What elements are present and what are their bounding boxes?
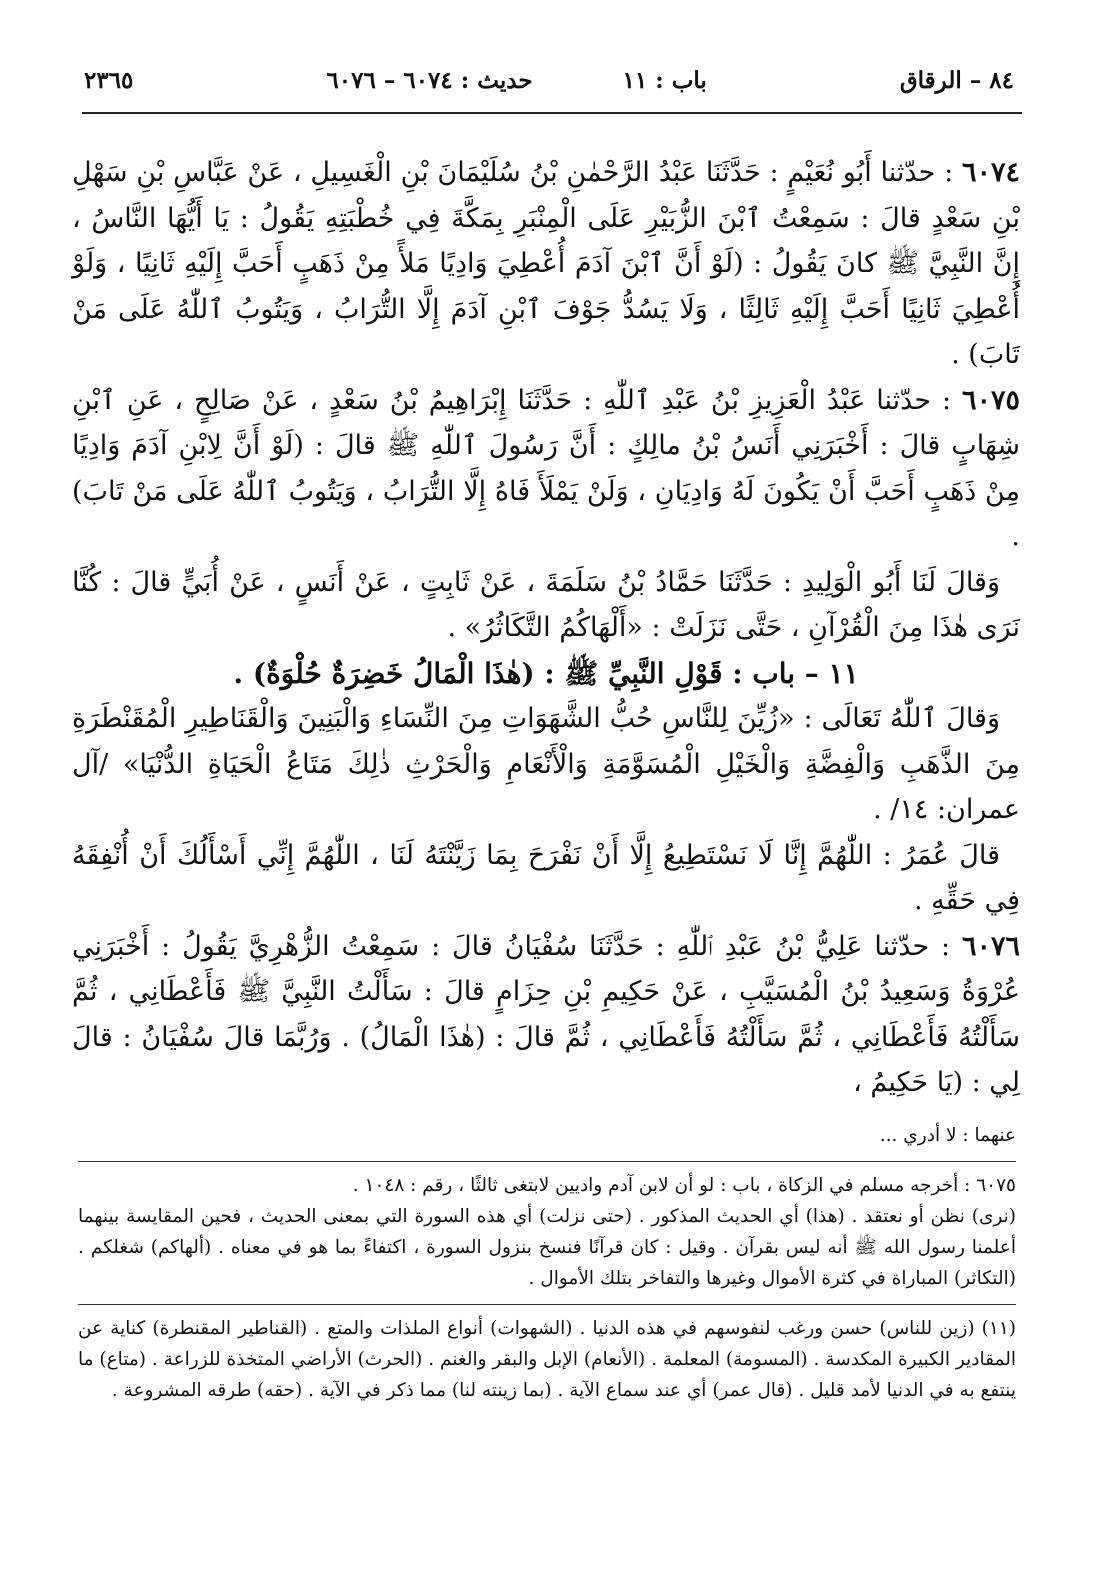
chapter-heading: ١١ – باب : قَوْلِ النَّبِيِّ ﷺ : (هٰذَا الْمَالُ خَضِرَةٌ حُلْوَةٌ) .: [233, 656, 859, 690]
hadith-text: : حدّثنا أَبُو نُعَيْمٍ : حَدَّثَنَا عَبْدُ الرَّحْمٰنِ بْنُ سُلَيْمَانَ بْنِ الْغَسِيلِ ، عَنْ عَبَّاسِ بْنِ سَهْلِ بْنِ سَعْدٍ قالَ : سَمِعْتُ ٱبْنَ الزُّبَيْرِ عَلَى الْمِنْبَرِ بِمَكَّةَ فِي خُطْبَتِهِ يَقُولُ : يَا أَيُّهَا النَّاسُ ، إِنَّ النَّبِيَّ ﷺ كانَ يَقُولُ : (لَوْ أَنَّ ٱبْنَ آدَمَ أُعْطِيَ وَادِيًا مَلأً مِنْ ذَهَبٍ أَحَبَّ إِلَيْهِ ثَانِيًا ، وَلَوْ أُعْطِيَ ثَانِيًا أَحَبَّ إِلَيْهِ ثَالِثًا ، وَلَا يَسُدُّ جَوْفَ ٱبْنِ آدَمَ إِلَّا التُّرَابُ ، وَيَتُوبُ ٱللّٰهُ عَلَى مَنْ تَابَ) .: [72, 157, 1020, 370]
hadith-number: ٦٠٧٥: [961, 384, 1020, 416]
hadith-text: : حدّثنا عَبْدُ الْعَزِيزِ بْنُ عَبْدِ ٱللّٰهِ : حَدَّثَنَا إِبْرَاهِيمُ بْنُ سَعْدٍ ، عَنْ صَالِحٍ ، عَنِ ٱبْنِ شِهَابٍ قالَ : أَخْبَرَنِي أَنَسُ بْنُ مالِكٍ : أَنَّ رَسُولَ ٱللّٰهِ ﷺ قالَ : (لَوْ أَنَّ لِابْنِ آدَمَ وَادِيًا مِنْ ذَهَبٍ أَحَبَّ أَنْ يَكُونَ لَهُ وَادِيَانِ ، وَلَنْ يَمْلَأَ فَاهُ إِلَّا التُّرَابُ ، وَيَتُوبُ ٱللّٰهُ عَلَى مَنْ تَابَ) .: [72, 384, 1020, 552]
header-middle: [326, 67, 706, 94]
hadith-6076: [72, 924, 1020, 1106]
running-header: [84, 58, 1014, 102]
hadith-6074: [72, 150, 1020, 378]
hadith-6075-addendum: وَقالَ لَنَا أَبُو الْوَلِيدِ : حَدَّثَنَا حَمَّادُ بْنُ سَلَمَةَ ، عَنْ ثَابِتٍ ، عَنْ أَنَسٍ ، عَنْ أُبَيٍّ قالَ : كُنَّا نَرَى هٰذَا مِنَ الْقُرْآنِ ، حَتَّى نَزَلَتْ : «أَلْهَاكُمُ التَّكَاثُرُ» .: [72, 566, 1020, 643]
bab-label: باب : ١١: [622, 66, 707, 94]
chapter-title: ٨٤ – الرقاق: [899, 66, 1014, 94]
footnote-carryover: عنهما : لا أدري ...: [879, 1125, 1016, 1146]
main-text: [72, 150, 1020, 1106]
footnote-divider: [78, 1161, 1016, 1162]
footnote-6075: ٦٠٧٥ : أخرجه مسلم في الزكاة ، باب : لو أن لابن آدم واديين لابتغى ثالثًا ، رقم : ١٠٤٨ .: [352, 1175, 1016, 1196]
page-number: ٢٣٦٥: [84, 66, 134, 94]
hadith-text: : حدّثنا عَلِيُّ بْنُ عَبْدِ ٱللّٰهِ : حَدَّثَنَا سُفْيَانُ قالَ : سَمِعْتُ الزُّهْرِيَّ يَقُولُ : أَخْبَرَنِي عُرْوَةُ وَسَعِيدُ بْنُ الْمُسَيَّبِ ، عَنْ حَكِيمِ بْنِ حِزَامٍ قالَ : سَأَلْتُ النَّبِيَّ ﷺ فَأَعْطَانِي ، ثُمَّ سَأَلْتُهُ فَأَعْطَانِي ، ثُمَّ سَأَلْتُهُ فَأَعْطَانِي ، ثُمَّ قالَ : (هٰذَا الْمَالُ) . وَرُبَّمَا قالَ سُفْيَانُ : قالَ لِي : (يَا حَكِيمُ ،: [72, 930, 1020, 1098]
footnotes: [78, 1120, 1016, 1406]
chapter-verse: وَقالَ ٱللّٰهُ تَعَالَى : «زُيِّنَ لِلنَّاسِ حُبُّ الشَّهَوَاتِ مِنَ النِّسَاءِ وَالْبَنِينَ وَالْقَنَاطِيرِ الْمُقَنْطَرَةِ مِنَ الذَّهَبِ وَالْفِضَّةِ وَالْخَيْلِ الْمُسَوَّمَةِ وَالْأَنْعَامِ وَالْحَرْثِ ذٰلِكَ مَتَاعُ الْحَيَاةِ الدُّنْيَا» /آل عمران: ١٤/ .: [72, 703, 1020, 825]
hadith-number: ٦٠٧٤: [961, 157, 1020, 188]
header-divider: [82, 112, 1022, 114]
footnote-11: (١١) (زين للناس) حسن ورغب لنفوسهم في هذه الدنيا . (الشهوات) أنواع الملذات والمتع . (القناطير المقنطرة) كناية عن المقادير الكبيرة المكدسة . (المسومة) المعلمة . (الأنعام) الإبل والبقر والغنم . (الحرث) الأراضي المتخذة للزراعة . (متاع) ما ينتفع به في الدنيا لأمد قليل . (قال عمر) أي عند سماع الآية . (بما زينته لنا) مما ذكر في الآية . (حقه) طرقه المشروعة .: [78, 1318, 1016, 1401]
hadith-range: حديث : ٦٠٧٤ – ٦٠٧٦: [326, 66, 533, 94]
chapter-umar-quote: قالَ عُمَرُ : اللّٰهُمَّ إِنَّا لَا نَسْتَطِيعُ إِلَّا أَنْ نَفْرَحَ بِمَا زَيَّنْتَهُ لَنَا ، اللّٰهُمَّ إِنِّي أَسْأَلُكَ أَنْ أُنْفِقَهُ فِي حَقِّهِ .: [72, 839, 1020, 916]
hadith-number: ٦٠٧٦: [961, 930, 1020, 962]
hadith-6075: [72, 378, 1020, 560]
footnote-divider: [78, 1304, 1016, 1305]
footnote-6075-notes: (نرى) نظن أو نعتقد . (هذا) أي الحديث المذكور . (حتى نزلت) أي هذه السورة التي بمعنى الحديث ، فحين المقايسة بينهما أعلمنا رسول الله ﷺ أنه ليس بقرآن . وقيل : كان قرآنًا فنسخ بنزول السورة ، اكتفاءً بما هو في معناه . (ألهاكم) شغلكم . (التكاثر) المباراة في كثرة الأموال وغيرها والتفاخر بتلك الأموال .: [78, 1206, 1016, 1289]
